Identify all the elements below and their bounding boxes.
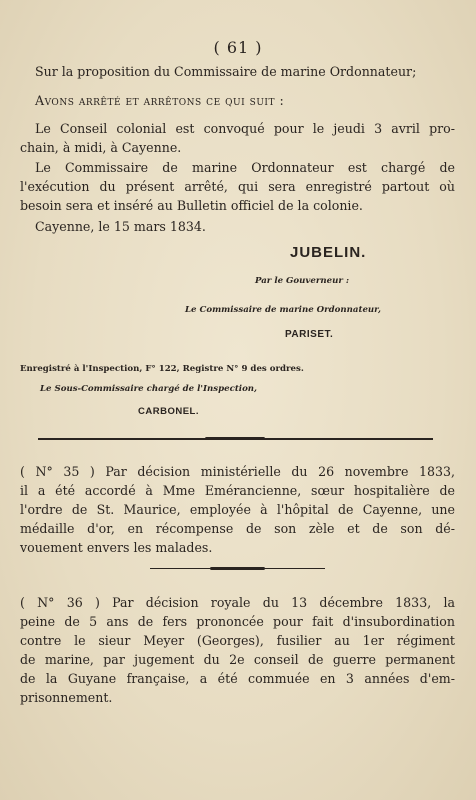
registration-line: Enregistré à l'Inspection, F° 122, Registre N° 9 des ordres. xyxy=(20,364,304,374)
decree-article2-line2: l'exécution du présent arrêté, qui sera enregistré partout où xyxy=(20,179,455,194)
page-number: ( 61 ) xyxy=(213,38,263,57)
decree-article1-line2: chain, à midi, à Cayenne. xyxy=(20,140,182,155)
decree-intro: Sur la proposition du Commissaire de marine Ordonnateur; xyxy=(35,64,417,79)
signatory-name: JUBELIN. xyxy=(290,244,367,261)
item36-line3: contre le sieur Meyer (Georges), fusilier au 1er régiment xyxy=(20,633,455,648)
item35-line1: ( N° 35 ) Par décision ministérielle du 26 novembre 1833, xyxy=(20,464,455,479)
decree-article1-line1: Le Conseil colonial est convoqué pour le jeudi 3 avril pro- xyxy=(35,121,455,136)
item35-line5: vouement envers les malades. xyxy=(20,540,213,555)
par-le-gouverneur: Par le Gouverneur : xyxy=(255,276,350,286)
item35-line4: médaille d'or, en récompense de son zèle et de son dé- xyxy=(20,521,455,536)
decree-article2-line3: besoin sera et inséré au Bulletin officiel de la colonie. xyxy=(20,198,363,213)
item36-line2: peine de 5 ans de fers prononcée pour fait d'insubordination xyxy=(20,614,455,629)
sous-commissaire-title: Le Sous-Commissaire chargé de l'Inspection, xyxy=(40,384,258,394)
decree-article2-line1: Le Commissaire de marine Ordonnateur est chargé de xyxy=(35,160,455,175)
decree-place-date: Cayenne, le 15 mars 1834. xyxy=(35,219,206,234)
commissaire-name: PARISET. xyxy=(285,329,334,340)
item35-line2: il a été accordé à Mme Emérancienne, sœur hospitalière de xyxy=(20,483,455,498)
item36-line6: prisonnement. xyxy=(20,690,113,705)
item35-line3: l'ordre de St. Maurice, employée à l'hôpital de Cayenne, une xyxy=(20,502,455,517)
item36-line1: ( N° 36 ) Par décision royale du 13 décembre 1833, la xyxy=(20,595,455,610)
sous-commissaire-name: CARBONEL. xyxy=(138,406,199,417)
item36-line5: de la Guyane française, a été commuée en 3 années d'em- xyxy=(20,671,455,686)
commissaire-title: Le Commissaire de marine Ordonnateur, xyxy=(185,305,382,315)
decree-avons: Avons arrêté et arrêtons ce qui suit : xyxy=(35,93,285,108)
item-divider-ornament xyxy=(210,567,265,570)
section-divider-ornament xyxy=(205,437,265,440)
item36-line4: de marine, par jugement du 2e conseil de guerre permanent xyxy=(20,652,455,667)
